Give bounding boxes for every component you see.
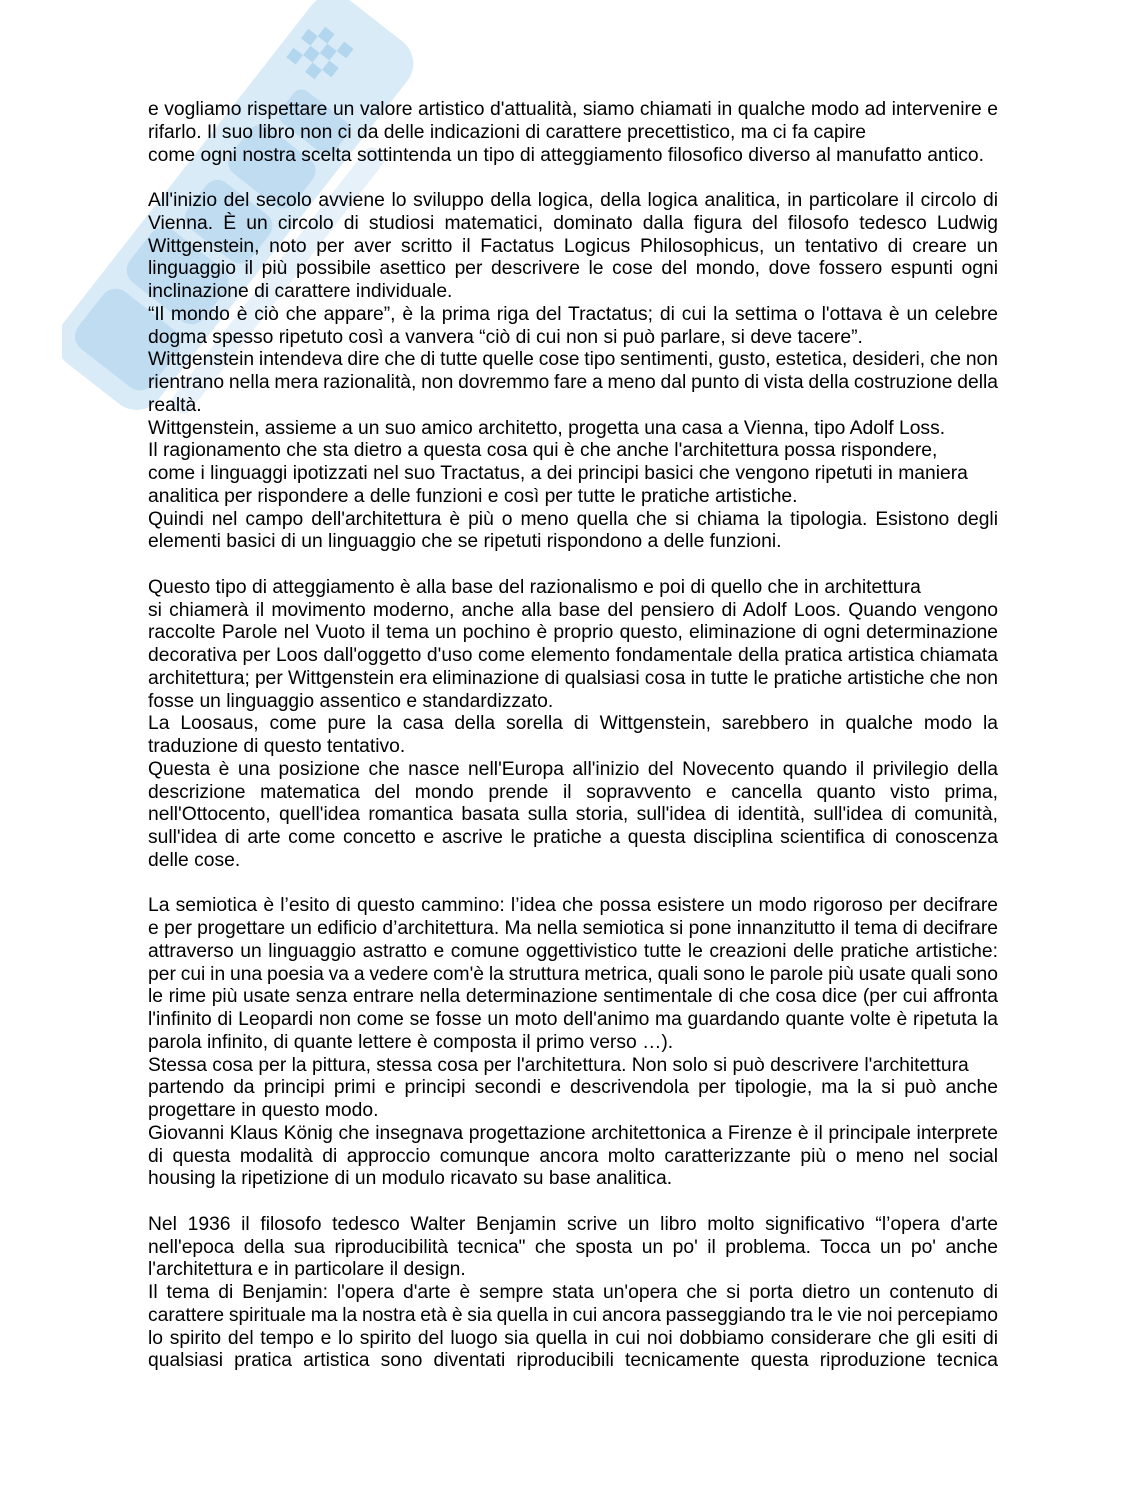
text-line: Questo tipo di atteggiamento è alla base del razionalismo e poi di quello che in architettura: [148, 576, 921, 598]
text-line: di questa modalità di approccio comunque ancora molto caratterizzante più o meno nel social: [148, 1145, 998, 1167]
text-line: Il tema di Benjamin: l'opera d'arte è sempre stata un'opera che si porta dietro un contenuto di: [148, 1282, 998, 1303]
text-line: e per progettare un edificio d’architettura. Ma nella semiotica si pone innanzitutto il tema di decifrare: [148, 918, 998, 939]
text-line: delle cose.: [148, 849, 241, 871]
paragraph: [148, 99, 998, 167]
text-line: traduzione di questo tentativo.: [148, 736, 406, 757]
text-line: Quindi nel campo dell'architettura è più o meno quella che si chiama la tipologia. Esistono degli: [148, 508, 998, 530]
text-line: qualsiasi pratica artistica sono diventati riproducibili tecnicamente questa riproduzione tecnica: [148, 1350, 998, 1372]
text-line: analitica per rispondere a delle funzioni e così per tutte le pratiche artistiche.: [148, 485, 798, 507]
text-line: Nel 1936 il filosofo tedesco Walter Benjamin scrive un libro molto significativo “l’opera d'arte: [148, 1213, 998, 1235]
text-line: attraverso un linguaggio astratto e comune oggettivistico tutte le creazioni delle pratiche artistiche:: [148, 940, 998, 962]
text-line: realtà.: [148, 394, 202, 416]
text-line: le rime più usate senza entrare nella determinazione sentimentale di che cosa dice (per cui affronta: [148, 986, 998, 1008]
text-line: lo spirito del tempo e lo spirito del luogo sia quella in cui noi dobbiamo considerare che gli esiti di: [148, 1327, 998, 1349]
text-line: nell'epoca della sua riproducibilità tecnica" che sposta un po' il problema. Tocca un po' anche: [148, 1236, 998, 1258]
text-line: come i linguaggi ipotizzati nel suo Tractatus, a dei principi basici che vengono ripetuti in maniera: [148, 463, 968, 484]
text-line: Il ragionamento che sta dietro a questa cosa qui è che anche l'architettura possa rispondere,: [148, 440, 938, 462]
text-line: progettare in questo modo.: [148, 1100, 379, 1121]
text-line: architettura; per Wittgenstein era eliminazione di qualsiasi cosa in tutte le pratiche artistiche che non: [148, 667, 998, 689]
text-line: All'inizio del secolo avviene lo sviluppo della logica, della logica analitica, in particolare il circolo di: [148, 190, 998, 211]
text-line: Vienna. È un circolo di studiosi matematici, dominato dalla figura del filosofo tedesco Ludwig: [148, 212, 998, 234]
text-line: parola infinito, di quante lettere è composta il primo verso …).: [148, 1031, 674, 1053]
text-line: Giovanni Klaus König che insegnava progettazione architettonica a Firenze è il principale interprete: [148, 1122, 998, 1144]
paragraph: [148, 577, 998, 873]
text-line: sull'idea di arte come concetto e ascrive le pratiche a questa disciplina scientifica di conoscenza: [148, 827, 998, 848]
text-line: nell'Ottocento, quell'idea romantica basata sulla storia, sull'idea di identità, sull'idea di comunità,: [148, 804, 998, 826]
text-line: raccolte Parole nel Vuoto il tema un pochino è proprio questo, eliminazione di ogni determinazione: [148, 622, 998, 644]
text-line: carattere spirituale ma la nostra età è sia quella in cui ancora passeggiando tra le vie noi percepiamo: [148, 1304, 998, 1326]
text-line: inclinazione di carattere individuale.: [148, 281, 453, 302]
text-line: l'architettura e in particolare il design.: [148, 1259, 466, 1281]
paragraph: [148, 190, 998, 554]
text-line: decorativa per Loos dall'oggetto d'uso come elemento fondamentale della pratica artistica chiamata: [148, 645, 998, 666]
text-line: fosse un linguaggio assentico e standardizzato.: [148, 690, 554, 712]
document-body: [148, 99, 998, 1373]
text-line: Wittgenstein, noto per aver scritto il Factatus Logicus Philosophicus, un tentativo di creare un: [148, 235, 998, 257]
text-line: Wittgenstein, assieme a un suo amico architetto, progetta una casa a Vienna, tipo Adolf Loss.: [148, 417, 946, 439]
text-line: rientrano nella mera razionalità, non dovremmo fare a meno dal punto di vista della costruzione della: [148, 372, 998, 393]
paragraph: [148, 895, 998, 1191]
text-line: La Loosaus, come pure la casa della sorella di Wittgenstein, sarebbero in qualche modo la: [148, 713, 998, 735]
text-line: linguaggio il più possibile asettico per descrivere le cose del mondo, dove fossero espunti ogni: [148, 258, 998, 280]
text-line: si chiamerà il movimento moderno, anche alla base del pensiero di Adolf Loos. Quando vengono: [148, 599, 998, 621]
text-line: Questa è una posizione che nasce nell'Europa all'inizio del Novecento quando il privilegio della: [148, 758, 998, 780]
text-line: elementi basici di un linguaggio che se ripetuti rispondono a delle funzioni.: [148, 531, 782, 553]
text-line: housing la ripetizione di un modulo ricavato su base analitica.: [148, 1168, 673, 1190]
text-line: partendo da principi primi e principi secondi e descrivendola per tipologie, ma la si può anche: [148, 1077, 998, 1099]
text-line: Stessa cosa per la pittura, stessa cosa per l'architettura. Non solo si può descrivere l'architettura: [148, 1054, 969, 1076]
text-line: La semiotica è l’esito di questo cammino: l’idea che possa esistere un modo rigoroso per decifrare: [148, 895, 998, 917]
text-line: l'infinito di Leopardi non come se fosse un moto dell'animo ma guardando quante volte è ripetuta la: [148, 1009, 998, 1030]
text-line: per cui in una poesia va a vedere com'è la struttura metrica, quali sono le parole più usate quali sono: [148, 963, 998, 985]
paragraph: [148, 1214, 998, 1373]
text-line: dogma spesso ripetuto così a vanvera “ciò di cui non si può parlare, si deve tacere”.: [148, 326, 863, 348]
text-line: rifarlo. Il suo libro non ci da delle indicazioni di carattere precettistico, ma ci fa capire: [148, 121, 867, 143]
text-line: come ogni nostra scelta sottintenda un tipo di atteggiamento filosofico diverso al manufatto antico.: [148, 144, 985, 166]
text-line: descrizione matematica del mondo prende il sopravvento e cancella quanto visto prima,: [148, 781, 998, 803]
text-line: “Il mondo è ciò che appare”, è la prima riga del Tractatus; di cui la settima o l'ottava è un celebre: [148, 303, 998, 325]
text-line: e vogliamo rispettare un valore artistico d'attualità, siamo chiamati in qualche modo ad intervenire e: [148, 99, 998, 120]
text-line: Wittgenstein intendeva dire che di tutte quelle cose tipo sentimenti, gusto, estetica, desideri, che non: [148, 349, 998, 371]
